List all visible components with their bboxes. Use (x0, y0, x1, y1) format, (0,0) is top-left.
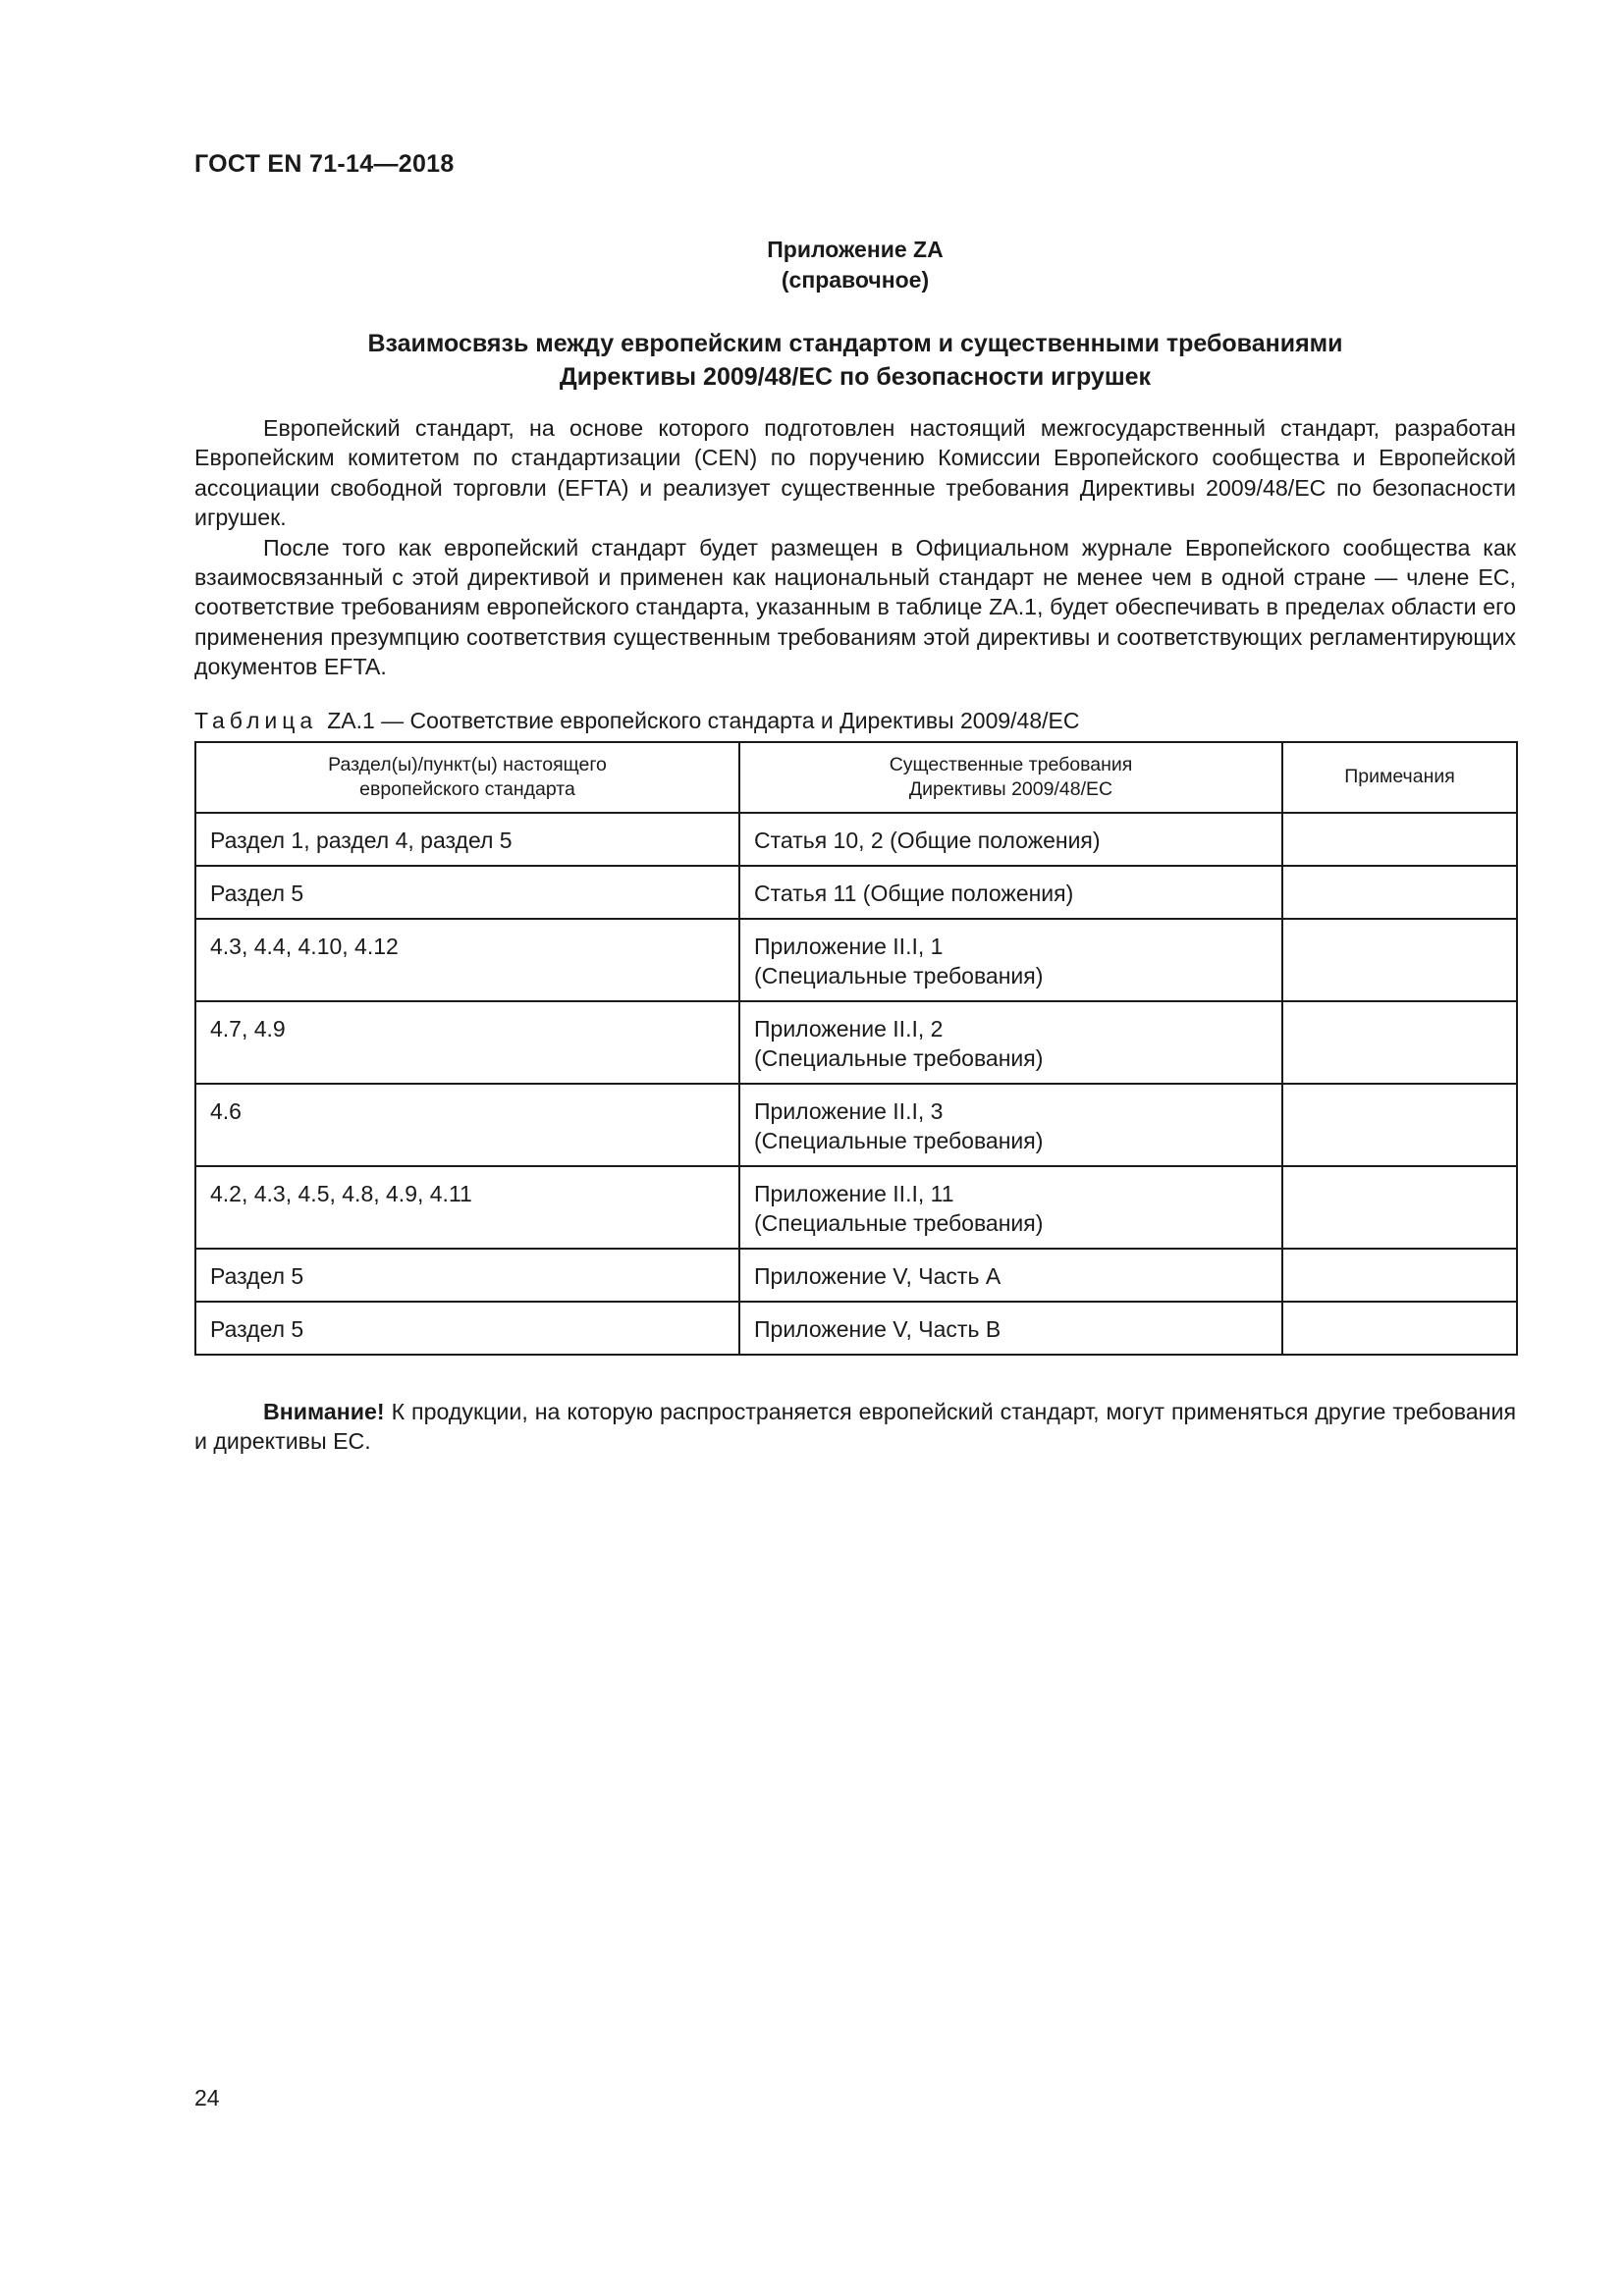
header-sections: Раздел(ы)/пункт(ы) настоящего европейского стандарта (195, 742, 739, 813)
annex-title-line-1: Взаимосвязь между европейским стандартом и существенными требованиями (367, 330, 1343, 357)
table-header-row (195, 742, 1517, 813)
cell-section: 4.7, 4.9 (195, 1001, 739, 1084)
cell-requirement: Приложение V, Часть B (739, 1302, 1282, 1355)
page-number: 24 (194, 2085, 220, 2110)
cell-section: Раздел 5 (195, 866, 739, 919)
table-row (195, 813, 1517, 866)
cell-requirement: Статья 11 (Общие положения) (739, 866, 1282, 919)
notice-label: Внимание! (263, 1398, 385, 1424)
notice-paragraph (194, 1397, 1516, 1457)
annex-title-line-2: Директивы 2009/48/EC по безопасности игрушек (559, 363, 1152, 391)
cell-note (1282, 919, 1517, 1001)
table-row (195, 1302, 1517, 1355)
cell-section: Раздел 1, раздел 4, раздел 5 (195, 813, 739, 866)
cell-requirement: Статья 10, 2 (Общие положения) (739, 813, 1282, 866)
table-caption (194, 706, 1516, 735)
table-caption-text: ZA.1 — Соответствие европейского стандарта и Директивы 2009/48/EC (327, 707, 1080, 733)
table-row (195, 1249, 1517, 1302)
cell-note (1282, 1001, 1517, 1084)
table-caption-label: Таблица (194, 707, 318, 733)
paragraph-intro: Европейский стандарт, на основе которого подготовлен настоящий межгосударственный стандарт, разработан Европейским комитетом по стандартизации (CEN) по поручению Комиссии Европейского сообщества и Европейской ассоциации свободной торговли (EFTA) и реализует существенные требования Директивы 2009/48/EC по безопасности игрушек. (194, 415, 1516, 531)
cell-note (1282, 866, 1517, 919)
cell-requirement: Приложение II.I, 1 (Специальные требования) (739, 919, 1282, 1001)
table-row (195, 1001, 1517, 1084)
header-notes: Примечания (1282, 742, 1517, 813)
cell-section: 4.3, 4.4, 4.10, 4.12 (195, 919, 739, 1001)
cell-section: Раздел 5 (195, 1249, 739, 1302)
cell-note (1282, 813, 1517, 866)
annex-heading (194, 235, 1516, 295)
cell-note (1282, 1249, 1517, 1302)
cell-requirement: Приложение II.I, 11 (Специальные требования) (739, 1166, 1282, 1249)
cell-requirement: Приложение II.I, 2 (Специальные требования) (739, 1001, 1282, 1084)
document-page (194, 147, 1516, 1456)
correspondence-table (194, 741, 1518, 1356)
body-text (194, 413, 1516, 682)
cell-section: 4.2, 4.3, 4.5, 4.8, 4.9, 4.11 (195, 1166, 739, 1249)
cell-note (1282, 1302, 1517, 1355)
table-row (195, 1166, 1517, 1249)
document-id-header: ГОСТ EN 71-14—2018 (194, 150, 455, 178)
annex-title (194, 327, 1516, 394)
paragraph-presumption: После того как европейский стандарт будет размещен в Официальном журнале Европейского сообщества как взаимосвязанный с этой директивой и применен как национальный стандарт не менее чем в одной стране — члене ЕС, соответствие требованиям европейского стандарта, указанным в таблице ZA.1, будет обеспечивать в пределах области его применения презумпцию соответствия существенным требованиям этой директивы и соответствующих регламентирующих документов EFTA. (194, 534, 1516, 680)
cell-note (1282, 1084, 1517, 1166)
annex-label: Приложение ZA (767, 237, 944, 262)
annex-type: (справочное) (781, 267, 930, 293)
cell-section: 4.6 (195, 1084, 739, 1166)
cell-section: Раздел 5 (195, 1302, 739, 1355)
table-row (195, 919, 1517, 1001)
header-requirements: Существенные требования Директивы 2009/48/EC (739, 742, 1282, 813)
notice-text: К продукции, на которую распространяется европейский стандарт, могут применяться другие требования и директивы ЕС. (194, 1398, 1516, 1455)
table-row (195, 1084, 1517, 1166)
cell-note (1282, 1166, 1517, 1249)
cell-requirement: Приложение V, Часть A (739, 1249, 1282, 1302)
cell-requirement: Приложение II.I, 3 (Специальные требования) (739, 1084, 1282, 1166)
table-row (195, 866, 1517, 919)
